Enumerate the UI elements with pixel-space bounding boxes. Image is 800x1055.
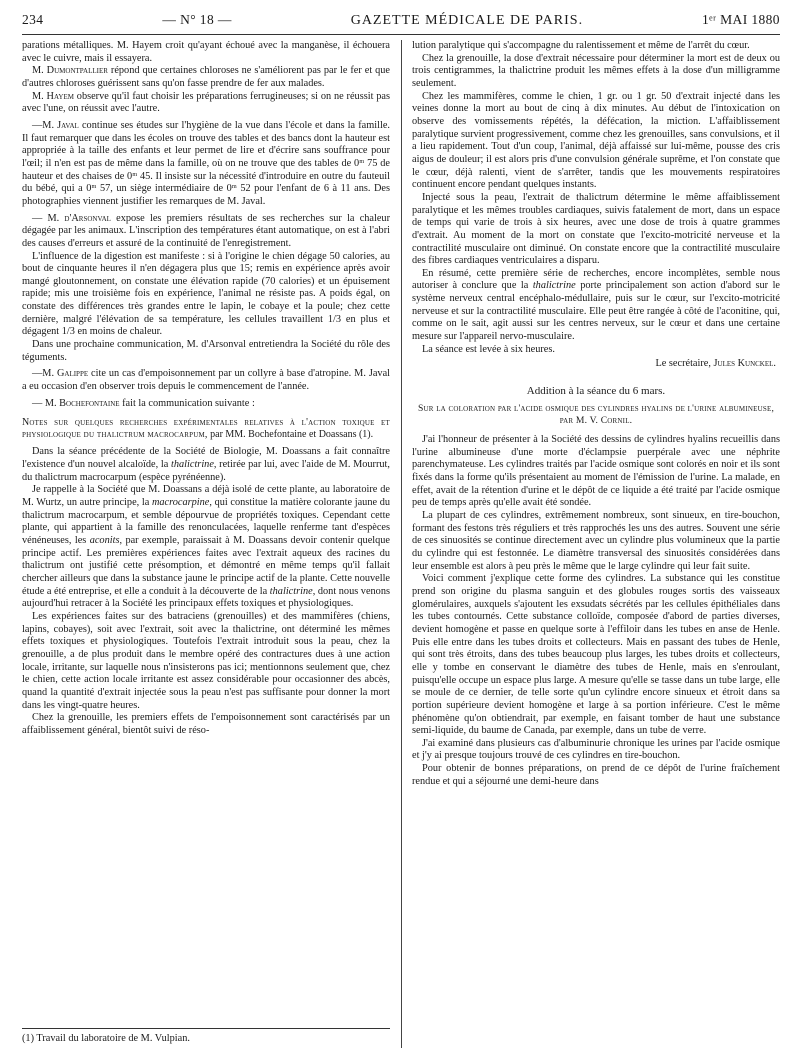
section-subheading: Sur la coloration par l'acide osmique des cylindres hyalins de l'urine albumineuse, par M. V. Cornil. <box>417 403 775 426</box>
paragraph-text: répond que certaines chloroses ne s'améliorent pas par le fer et que d'autres chloroses guérissent sans qu'on fasse prendre de fer aux malades. <box>22 65 391 89</box>
paragraph: Chez la grenouille, la dose d'extrait nécessaire pour déterminer la mort est de deux ou trois centigrammes, la thalictrine produit les mêmes effets à la dose d'un milligramme seulement. <box>412 52 780 89</box>
paragraph: Pour obtenir de bonnes préparations, on prend de ce dépôt de l'urine fraîchement rendue et qui a séjourné une demi-heure dans <box>412 763 780 787</box>
paragraph: Voici comment j'explique cette forme des cylindres. La substance qui les constitue prend son origine du plasma sanguin et des globules rouges sortis des vaisseaux glomérulaires, auxquels s'ajoutent les exsudats sécrétés par les cellules épithéliales dans les tubes contournés. Cette substance colloïde, composée d'abord de parties diverses, devient homogène et passe en quelque sorte à l'effiloir dans les tubes en anse de Henle. Puis elle entre dans les tubes droits et collecteurs. Mais en passant des tubes de Henle, qui sont très étroits, dans des tubes beaucoup plus larges, les tubes droits et collecteurs, elle y tombe en conservant le diamètre des tubes de Henle, mais en s'enroulant, puisqu'elle occupe un espace plus large. A mesure qu'elle se tasse dans un tube large, elle se moule de ce dernier, de telle sorte qu'un cylindre encore sinueux et étroit dans sa portion supérieure devient homogène et large à sa portion inférieure. C'est le même phénomène qu'on obtiendrait, par exemple, en faisant tomber de haut une substance semi-liquide, du baume de Canada, par exemple, dans un tube de verre. <box>412 573 780 737</box>
text: , par exemple, paraissait à M. Doassans devoir contenir quelque principe actif. Les premières expériences faites avec l'extrait aqueux des racines du thalictrum ont justifié cette présomption, et démontré en même temps qu'il fallait chercher ailleurs que dans la substance jaune le principe actif de la plante. Cette nouvelle étude a été entreprise, et elle a conduit à la découverte de la <box>22 534 390 597</box>
text-italic: macrocarpine <box>151 497 210 508</box>
paragraph: J'ai l'honneur de présenter à la Société des dessins de cylindres hyalins recueillis dans l'urine albumineuse d'une morte d'éclampsie puerpérale avec une néphrite parenchymateuse. Les cylindres traités par l'acide osmique sont colorés en noir et ils sont fixés dans la forme qu'ils présentaient au moment de l'émission de l'urine. La malade, en effet, avait de la rétention d'urine et le dépôt de ce liquide a été traité par l'acide osmique peu de temps après qu'elle avait été sondée. <box>412 434 780 509</box>
paragraph: J'ai examiné dans plusieurs cas d'albuminurie chronique les urines par l'acide osmique et j'y ai presque toujours trouvé de ces cylindres en tire-bouchon. <box>412 737 780 762</box>
paragraph <box>22 65 390 90</box>
paragraph <box>22 484 390 611</box>
paragraph <box>412 268 780 344</box>
speaker-name: —M. Javal <box>32 119 79 131</box>
paragraph: L'influence de la digestion est manifeste : si à l'origine le chien dégage 50 calories, au bout de cinquante heures il n'en dégagera plus que 15; remis en expérience après avoir mangé gloutonnement, on constate une élévation rapide (70 calories) et un épuisement rapide; mis une troisième fois en expérience, l'animal ne résiste pas. A poids égal, on constate des différences très grandes entre le lapin, le cobaye et la poule; chez cette dernière, malgré l'élévation de sa température, les cellules travaillent 1/3 en plus et dégagent 1/3 en moins de chaleur. <box>22 250 390 338</box>
paragraph: Injecté sous la peau, l'extrait de thalictrum détermine le même affaiblissement paralytique et les mêmes troubles cardiaques, suivis fatalement de mort, dans un espace de temps qui varie de trois à six heures, avec une dose de trois à quatre grammes d'extrait. Au moment de la mort on constate que l'excito-motricité nerveuse et la contractilité musculaire ont diminué. On constate encore que la contractilité musculaire des fibres cardiaques ventriculaires a disparu. <box>412 191 780 267</box>
paragraph <box>22 446 390 484</box>
speaker-name: M. Dumontpallier <box>32 65 108 77</box>
text-italic: aconits <box>89 534 120 546</box>
article-title: Notes sur quelques recherches expérimentales relatives à l'action toxique et physiologique du thalictrum macrocarpum, <box>22 417 390 441</box>
speaker-name: — M. Bochefontaine <box>32 397 120 409</box>
paragraph-text: fait la communication suivante : <box>119 397 255 409</box>
speaker-name: M. Hayem <box>32 90 74 102</box>
footnote: (1) Travail du laboratoire de M. Vulpian. <box>22 1028 390 1044</box>
signature <box>412 358 780 371</box>
paragraph-text: continue ses études sur l'hygiène de la vue dans l'école et dans la famille. Il faut remarquer que dans les écoles on trouve des tables et des bancs dont la hauteur est appropriée à la taille des enfants et leur permet de lire et d'écrire sans souffrance pour l'œil; il n'en est pas de même dans la famille, où on ne trouve que des tables de 0ᵐ 75 de hauteur et des chaises de 0ᵐ 45. Il insiste sur la nécessité d'introduire en outre du fauteuil du bébé, qui a 0ᵐ 57, un siège intermédiaire de 0ᵐ 52 pour l'enfant de 6 à 11 ans. Des photographies viennent justifier les remarques de M. Javal. <box>22 119 390 207</box>
text: porte principalement son action d'abord sur le système nerveux central encéphalo-médullaire, puis sur le cœur, sur l'excito-motricité nerveuse et sur la contractilité musculaire. Elle peut être rangée à côté de l'aconitine, qui, comme on le sait, agit aussi sur les centres nerveux, sur le cœur et dans une certaine mesure sur l'appareil nervo-musculaire. <box>412 280 780 343</box>
journal-title: GAZETTE MÉDICALE DE PARIS. <box>350 13 584 28</box>
text-italic: thalictrine <box>532 280 576 292</box>
paragraph <box>22 368 390 393</box>
issue-number: — N° 18 — <box>162 12 232 27</box>
paragraph: La séance est levée à six heures. <box>422 343 555 355</box>
article-authors: par MM. Bochefontaine et Doassans (1). <box>207 429 374 441</box>
speaker-name: —M. Galippe <box>32 368 89 380</box>
paragraph <box>22 91 390 116</box>
paragraph <box>22 398 390 411</box>
paragraph: La plupart de ces cylindres, extrêmement nombreux, sont sinueux, en tire-bouchon, formant des festons très réguliers et très rapprochés les uns des autres. Souvent une série de ces sinuosités se continue directement avec un cylindre plus volumineux que la partie du cylindre qui est festonnée. Le diamètre transversal des sinuosités considérées dans leur ensemble est alors à peu près le même que le large cylindre qui leur fait suite. <box>412 510 780 572</box>
text-italic: thalictrine <box>171 459 214 471</box>
paragraph-text: observe qu'il faut choisir les préparations ferrugineuses; si on ne réussit pas avec l'une, on réussit avec l'autre. <box>22 90 390 115</box>
page-header <box>22 12 780 35</box>
section-heading: Addition à la séance du 6 mars. <box>526 385 666 398</box>
right-column <box>406 40 780 1048</box>
speaker-name: — M. d'Arsonval <box>32 212 111 224</box>
paragraph: Chez les mammifères, comme le chien, 1 gr. ou 1 gr. 50 d'extrait injecté dans les veines donne la mort au bout de cinq à dix minutes. Au début de l'intoxication on observe des vomissements répétés, la défécation, la miction. L'affaiblissement paralytique survient progressivement, comme chez les grenouilles, sans convulsions, et il a lieu rapidement. Tout d'un coup, l'animal, déjà affaissé sur lui-même, pousse des cris aigus de douleur; il est alors pris d'une convulsion générale suprême, et l'on constate que le cœur, déjà ralenti, vient de s'arrêter, tandis que les mouvements respiratoires continuent encore pendant quelques instants. <box>412 90 780 191</box>
text: En résumé, cette première série de recherches, encore incomplètes, semble nous autoriser à conclure que la <box>412 267 780 292</box>
paragraph-text: cite un cas d'empoisonnement par un collyre à base d'atropine. M. Javal a eu occasion d'en observer trois depuis le commencement de l'année. <box>22 368 391 393</box>
text: , retirée par lui, avec l'aide de M. Mourrut, du thalictrum macrocarpum (espèce pyrénéenne). <box>22 459 390 483</box>
paragraph <box>22 213 390 251</box>
signature-name: Jules Kunckel. <box>713 358 776 370</box>
page-number: 234 <box>22 12 44 27</box>
paragraph: Les expériences faites sur des batraciens (grenouilles) et des mammifères (chiens, lapins, cobayes), soit avec l'extrait, soit avec la thalictrine, ont déterminé les mêmes effets toxiques et physiologiques. Toutefois l'extrait introduit sous la peau, chez la grenouille, a de plus produit dans le membre opéré des contractures dues à une action locale, irritante, sur laquelle nous n'insisterons pas ici; mentionnons seulement que, chez le chien, cette action locale irritante est assez considérable pour occasionner des abcès, quand la quantité d'extrait injectée sous la peau n'est pas suffisante pour donner la mort dans les vingt-quatre heures. <box>22 610 390 711</box>
paragraph: Chez la grenouille, les premiers effets de l'empoisonnement sont caractérisés par un affaiblissement général, bientôt suivi de réso- <box>22 712 390 736</box>
text-italic: thalictrine <box>269 585 313 597</box>
paragraph: lution paralytique qui s'accompagne du ralentissement et même de l'arrêt du cœur. <box>412 40 750 51</box>
column-divider <box>401 40 402 1048</box>
left-column <box>22 40 397 1048</box>
paragraph: parations métalliques. M. Hayem croit qu'ayant échoué avec la manganèse, il échouera avec le cuivre, mais il essayera. <box>22 40 390 64</box>
newspaper-page <box>22 12 780 1048</box>
text: Je rappelle à la Société que M. Doassans a déjà isolé de cette plante, au laboratoire de M. Wurtz, un autre principe, la <box>22 484 390 508</box>
issue-date: 1ᵉʳ MAI 1880 <box>702 12 780 27</box>
text: , dont nous venons aujourd'hui retracer à la Société les principaux effets toxiques et physiologiques. <box>22 585 390 610</box>
paragraph: Dans une prochaine communication, M. d'Arsonval entretiendra la Société du rôle des téguments. <box>22 339 390 363</box>
paragraph <box>22 120 390 209</box>
article-heading <box>22 417 390 441</box>
signature-prefix: Le secrétaire, <box>655 358 714 370</box>
text: Dans la séance précédente de la Société de Biologie, M. Doassans a fait connaître l'existence d'un nouvel alcaloïde, la <box>22 446 390 471</box>
paragraph-text: expose les premiers résultats de ses recherches sur la chaleur dégagée par les animaux. L'inscription des températures étant automatique, on est à l'abri des causes d'erreurs et assuré de la continuité de l'enregistrement. <box>22 212 390 249</box>
text: , qui constitue la matière colorante jaune du thalictrum macrocarpum, et semble dépourvue de propriétés toxiques. Cependant cette plante, qui appartient à la famille des renonculacées, laquelle renferme tant d'espèces vénéneuses, les <box>22 497 390 546</box>
